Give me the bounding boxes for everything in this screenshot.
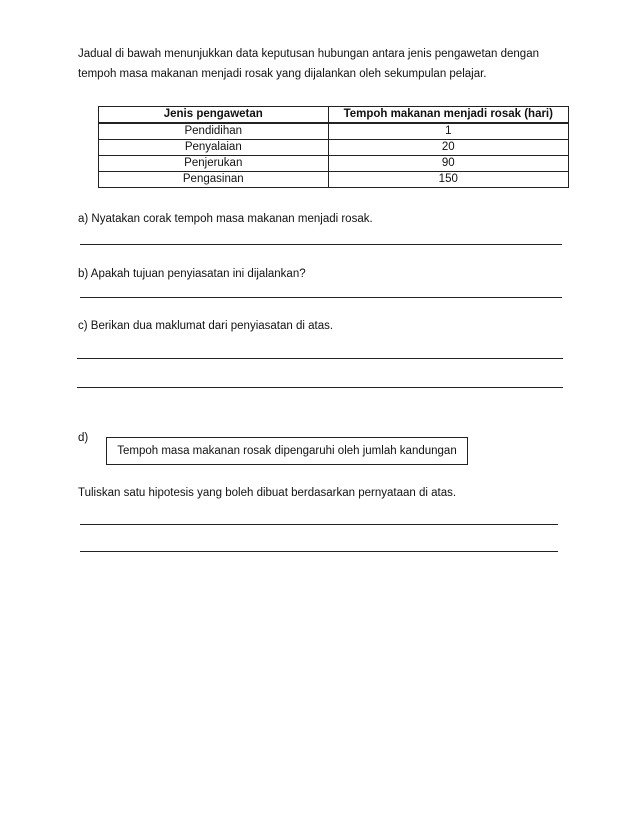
cell-days: 150 — [328, 172, 568, 188]
answer-line-b[interactable] — [80, 297, 562, 298]
cell-method: Pengasinan — [99, 172, 329, 188]
cell-method: Pendidihan — [99, 123, 329, 140]
statement-text: Tempoh masa makanan rosak dipengaruhi oleh jumlah kandungan — [117, 445, 457, 457]
preservation-table — [98, 106, 569, 188]
question-d-instruction: Tuliskan satu hipotesis yang boleh dibuat berdasarkan pernyataan di atas. — [78, 487, 457, 499]
cell-method: Penjerukan — [99, 156, 329, 172]
question-a: a) Nyatakan corak tempoh masa makanan menjadi rosak. — [78, 213, 373, 225]
answer-line-c2[interactable] — [77, 387, 563, 388]
answer-line-c1[interactable] — [77, 358, 563, 359]
question-c: c) Berikan dua maklumat dari penyiasatan di atas. — [78, 320, 334, 332]
answer-line-a[interactable] — [80, 244, 562, 245]
statement-box — [106, 437, 468, 465]
question-b: b) Apakah tujuan penyiasatan ini dijalankan? — [78, 268, 306, 280]
cell-days: 20 — [328, 140, 568, 156]
cell-method: Penyalaian — [99, 140, 329, 156]
answer-line-d2[interactable] — [80, 551, 558, 552]
header-preservation-type: Jenis pengawetan — [99, 107, 329, 124]
table-row — [99, 123, 569, 140]
intro-paragraph — [78, 44, 578, 84]
table-row — [99, 156, 569, 172]
cell-days: 1 — [328, 123, 568, 140]
cell-days: 90 — [328, 156, 568, 172]
intro-line-1: Jadual di bawah menunjukkan data keputusan hubungan antara jenis pengawetan dengan — [78, 48, 539, 60]
answer-line-d1[interactable] — [80, 524, 558, 525]
table-row — [99, 140, 569, 156]
question-d-label: d) — [78, 432, 89, 444]
header-spoilage-time: Tempoh makanan menjadi rosak (hari) — [328, 107, 568, 124]
table-header-row — [99, 107, 569, 124]
table-row — [99, 172, 569, 188]
intro-line-2: tempoh masa makanan menjadi rosak yang dijalankan oleh sekumpulan pelajar. — [78, 68, 487, 80]
